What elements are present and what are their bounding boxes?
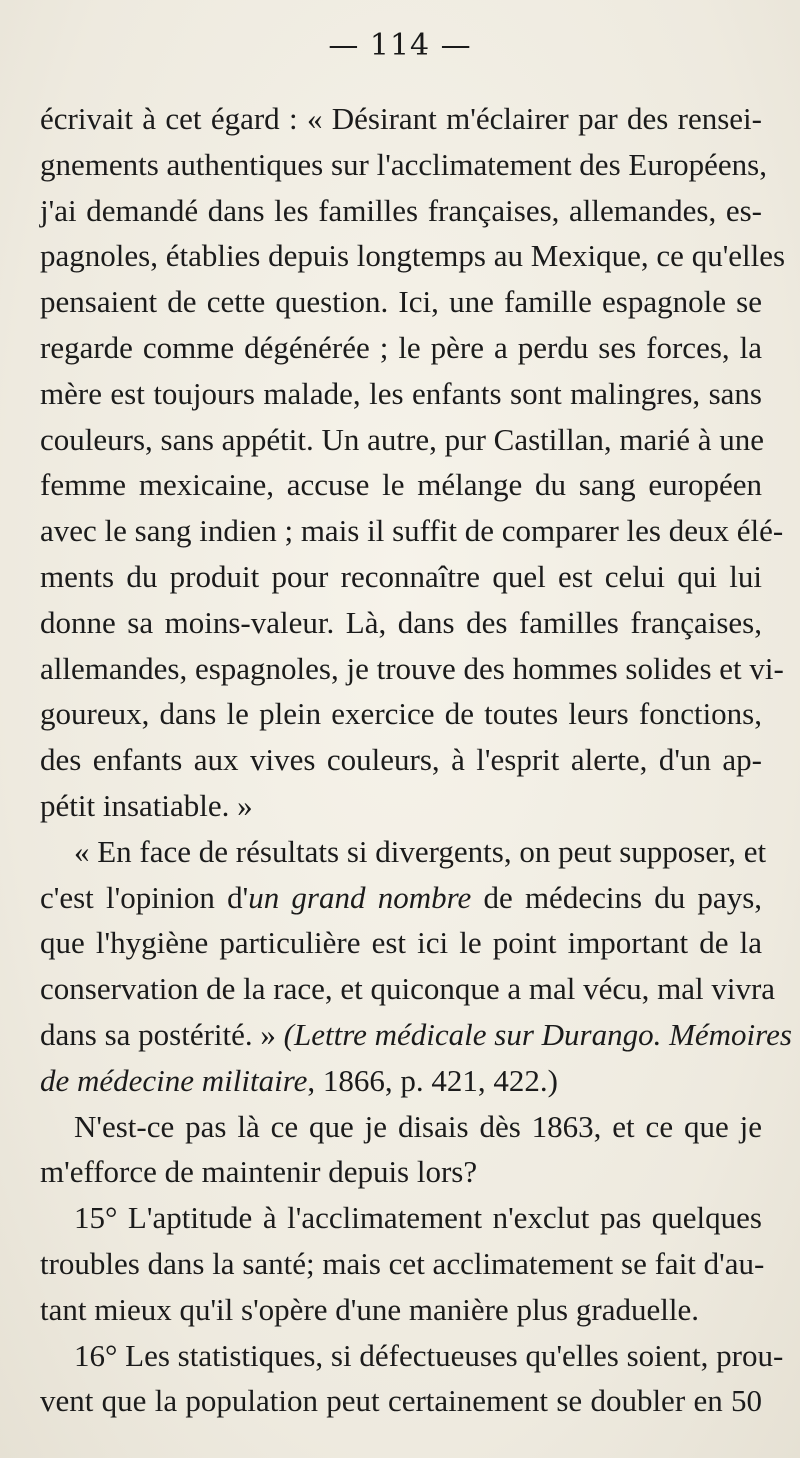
text-line	[40, 737, 762, 783]
text-segment: regarde comme dégénérée ; le père a perdu ses forces, la	[40, 329, 762, 365]
text-segment: couleurs, sans appétit. Un autre, pur Castillan, marié à une	[40, 421, 764, 457]
text-line	[40, 142, 767, 188]
text-segment: mère est toujours malade, les enfants sont malingres, sans	[40, 375, 762, 411]
text-line	[40, 462, 762, 508]
text-segment: troubles dans la santé; mais cet acclimatement se fait d'au-	[40, 1245, 765, 1281]
text-segment: pensaient de cette question. Ici, une famille espagnole se	[40, 284, 762, 320]
text-line	[40, 96, 762, 142]
text-line	[40, 1287, 762, 1333]
text-line	[40, 783, 762, 829]
text-line	[40, 1104, 762, 1150]
text-line	[40, 1241, 765, 1287]
text-line	[40, 829, 767, 875]
text-line	[40, 1012, 792, 1058]
text-line	[40, 371, 762, 417]
text-line	[40, 966, 776, 1012]
italic-text: un grand nombre	[248, 879, 472, 915]
italic-text: de médecine militaire	[40, 1062, 308, 1098]
text-segment: dans sa postérité. »	[40, 1016, 284, 1052]
text-segment: m'efforce de maintenir depuis lors?	[40, 1154, 478, 1190]
text-segment: conservation de la race, et quiconque a mal vécu, mal vivra	[40, 971, 776, 1007]
text-segment: ments du produit pour reconnaître quel est celui qui lui	[40, 558, 762, 594]
text-segment: N'est-ce pas là ce que je disais dès 1863, et ce que je	[74, 1108, 762, 1144]
text-segment: des enfants aux vives couleurs, à l'esprit alerte, d'un ap-	[40, 742, 762, 778]
text-line	[40, 325, 762, 371]
text-line	[40, 508, 784, 554]
text-segment: 15° L'aptitude à l'acclimatement n'exclut pas quelques	[74, 1200, 762, 1236]
text-line	[40, 1058, 762, 1104]
body-text	[40, 96, 792, 1424]
text-segment: j'ai demandé dans les familles françaises, allemandes, es-	[40, 192, 762, 228]
text-segment: de médecins du pays,	[471, 879, 763, 915]
text-line	[40, 188, 762, 234]
text-segment: c'est l'opinion d'	[40, 879, 249, 915]
text-segment: femme mexicaine, accuse le mélange du sang européen	[40, 467, 762, 503]
text-line	[40, 233, 786, 279]
text-segment: , 1866, p. 421, 422.)	[307, 1062, 558, 1098]
text-segment: gnements authentiques sur l'acclimatement des Européens,	[40, 146, 767, 182]
text-segment: allemandes, espagnoles, je trouve des hommes solides et vi-	[40, 650, 784, 686]
text-segment: avec le sang indien ; mais il suffit de comparer les deux élé-	[40, 513, 784, 549]
text-segment: 16° Les statistiques, si défectueuses qu'elles soient, prou-	[74, 1337, 784, 1373]
text-segment: goureux, dans le plein exercice de toutes leurs fonctions,	[40, 696, 762, 732]
page-number: — 114 —	[328, 28, 472, 63]
text-segment: que l'hygiène particulière est ici le point important de la	[40, 925, 762, 961]
italic-text: (Lettre médicale sur Durango. Mémoires	[283, 1016, 792, 1052]
text-line	[40, 279, 762, 325]
text-line	[40, 600, 762, 646]
text-line	[40, 920, 762, 966]
text-segment: pétit insatiable. »	[40, 787, 253, 823]
text-segment: écrivait à cet égard : « Désirant m'éclairer par des rensei-	[40, 101, 762, 136]
text-segment: « En face de résultats si divergents, on peut supposer, et	[74, 833, 767, 869]
text-line	[40, 1333, 784, 1379]
text-segment: tant mieux qu'il s'opère d'une manière plus graduelle.	[40, 1291, 699, 1327]
text-segment: vent que la population peut certainement se doubler en 50	[40, 1383, 762, 1419]
text-line	[40, 1195, 762, 1241]
text-line	[40, 1149, 762, 1195]
text-line	[40, 691, 762, 737]
text-segment: pagnoles, établies depuis longtemps au Mexique, ce qu'elles	[40, 238, 786, 274]
text-line	[40, 875, 762, 921]
text-segment: donne sa moins-valeur. Là, dans des familles françaises,	[40, 604, 762, 640]
text-line	[40, 1378, 762, 1424]
text-line	[40, 646, 784, 692]
text-line	[40, 417, 762, 463]
text-line	[40, 554, 762, 600]
